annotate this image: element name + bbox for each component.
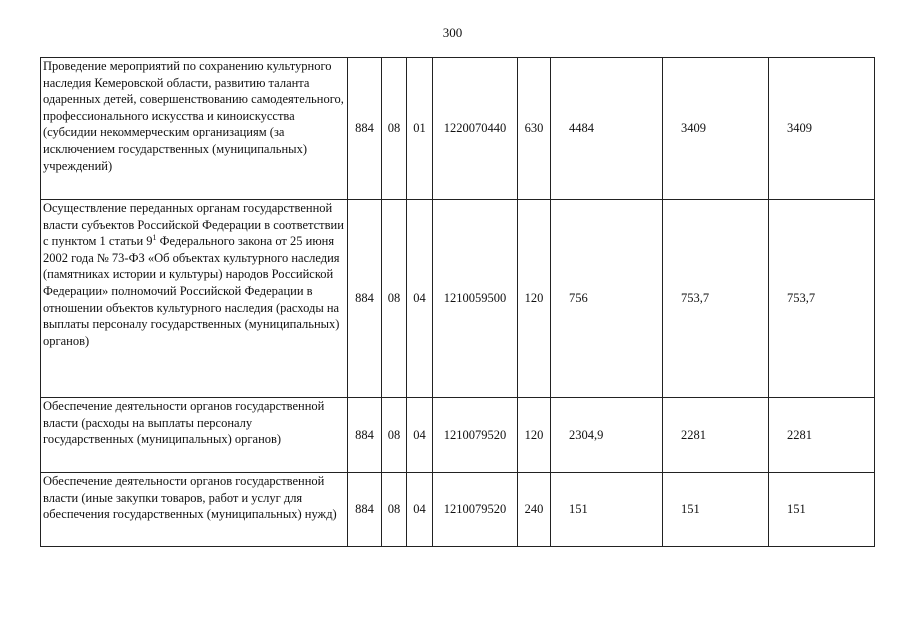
amount-1: 4484 (551, 58, 663, 200)
section-code: 08 (382, 398, 407, 473)
amount-1: 151 (551, 473, 663, 547)
target-article-code: 1220070440 (433, 58, 518, 200)
ministry-code: 884 (348, 200, 382, 398)
budget-table (40, 57, 875, 547)
description-text: Осуществление переданных органам государственной власти субъектов Российской Федерации в соответствии с пунктом 1 статьи 9 (43, 201, 344, 249)
table-row (41, 58, 875, 200)
row-description (41, 200, 348, 398)
subsection-code: 04 (407, 473, 433, 547)
amount-2: 151 (663, 473, 769, 547)
amount-1: 2304,9 (551, 398, 663, 473)
expense-type-code: 120 (518, 398, 551, 473)
amount-2: 753,7 (663, 200, 769, 398)
footnote-mark: 1 (152, 233, 157, 243)
row-description: Обеспечение деятельности органов государственной власти (расходы на выплаты персоналу государственных (муниципальных) органов) (41, 398, 348, 473)
page-number: 300 (442, 25, 463, 40)
description-text-continued: Федерального закона от 25 июня 2002 года № 73-ФЗ «Об объектах культурного наследия (памятниках истории и культуры) народов Российской Федерации» полномочий Российской Федерации в отношении объектов культурного наследия (расходы на выплаты персоналу государственных (муниципальных) органов) (43, 234, 340, 348)
row-description: Обеспечение деятельности органов государственной власти (иные закупки товаров, работ и услуг для обеспечения государственных (муниципальных) нужд) (41, 473, 348, 547)
expense-type-code: 240 (518, 473, 551, 547)
table-row (41, 398, 875, 473)
amount-3: 151 (769, 473, 875, 547)
subsection-code: 01 (407, 58, 433, 200)
amount-2: 3409 (663, 58, 769, 200)
section-code: 08 (382, 473, 407, 547)
ministry-code: 884 (348, 398, 382, 473)
amount-1: 756 (551, 200, 663, 398)
table-row (41, 200, 875, 398)
amount-3: 2281 (769, 398, 875, 473)
table-row (41, 473, 875, 547)
target-article-code: 1210079520 (433, 398, 518, 473)
section-code: 08 (382, 58, 407, 200)
expense-type-code: 120 (518, 200, 551, 398)
ministry-code: 884 (348, 58, 382, 200)
ministry-code: 884 (348, 473, 382, 547)
subsection-code: 04 (407, 200, 433, 398)
row-description: Проведение мероприятий по сохранению культурного наследия Кемеровской области, развитию таланта одаренных детей, совершенствованию самодеятельного, профессионального искусства и киноискусства (субсидии некоммерческим организациям (за исключением государственных (муниципальных) учреждений) (41, 58, 348, 200)
subsection-code: 04 (407, 398, 433, 473)
amount-3: 3409 (769, 58, 875, 200)
amount-2: 2281 (663, 398, 769, 473)
target-article-code: 1210059500 (433, 200, 518, 398)
amount-3: 753,7 (769, 200, 875, 398)
section-code: 08 (382, 200, 407, 398)
expense-type-code: 630 (518, 58, 551, 200)
target-article-code: 1210079520 (433, 473, 518, 547)
